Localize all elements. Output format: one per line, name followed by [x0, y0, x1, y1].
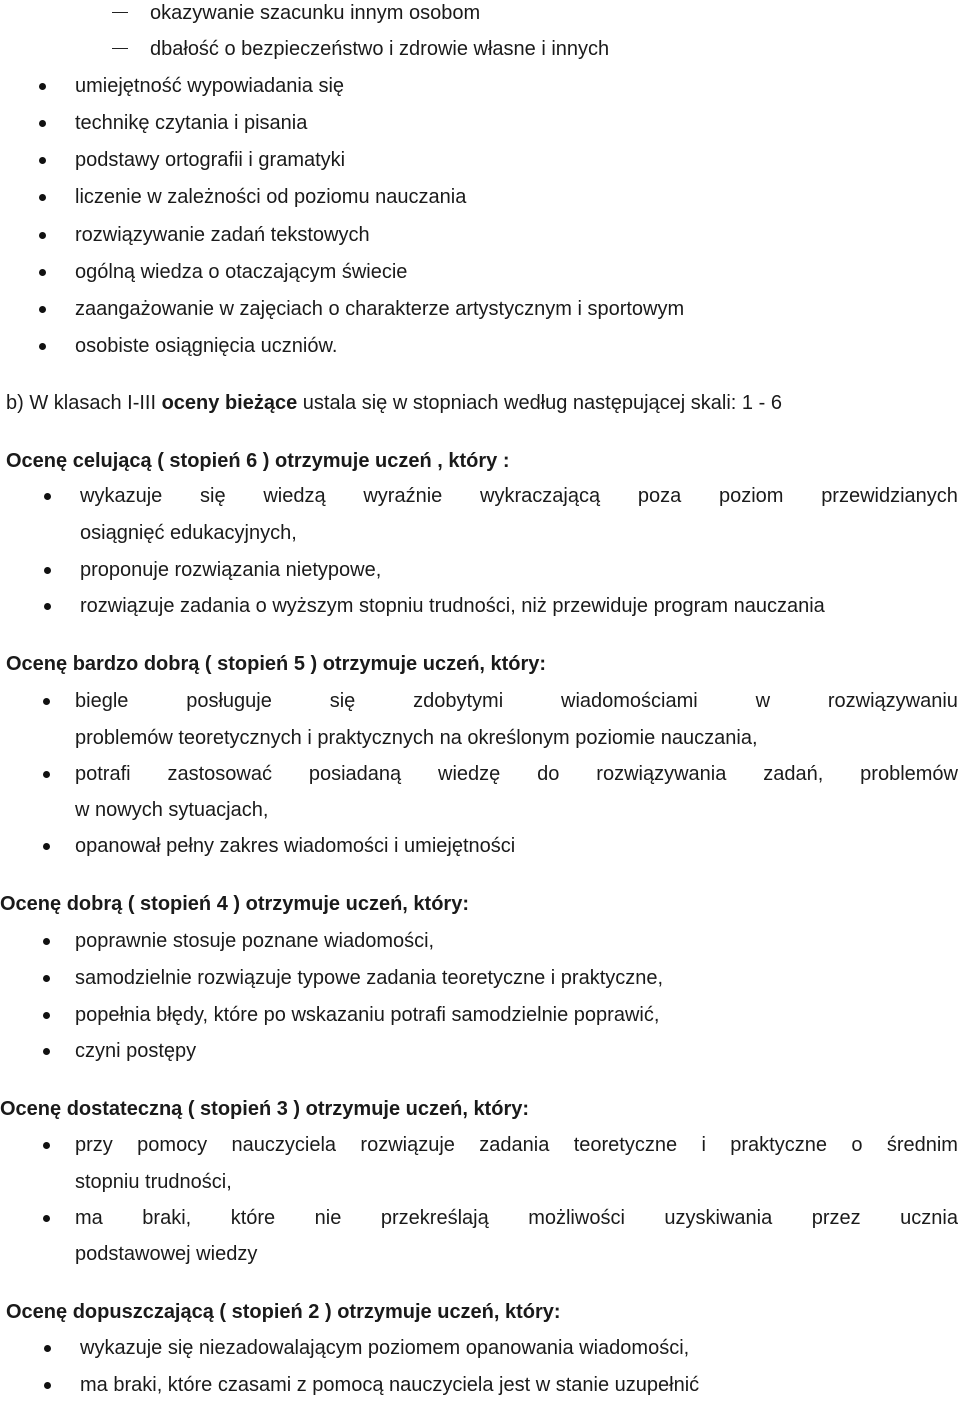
word: ucznia — [900, 1207, 958, 1229]
list-item-text — [80, 480, 958, 512]
grade-criterion-line — [0, 962, 960, 994]
bullet-icon — [39, 194, 46, 201]
grade-criterion-line — [0, 1166, 960, 1198]
grade-criterion-line — [0, 554, 960, 586]
word: się — [329, 690, 356, 712]
bullet-icon — [39, 343, 46, 350]
list-item-text — [75, 1202, 958, 1234]
word: problemów — [860, 763, 958, 785]
grade-criterion-line — [0, 1035, 960, 1067]
list-item-text: problemów teoretycznych i praktycznych na określonym poziomie nauczania, — [75, 727, 758, 749]
grade-criterion-line — [0, 999, 960, 1031]
bullet-list-item — [0, 144, 960, 176]
intro-suffix: ustala się w stopniach według następującej skali: 1 - 6 — [297, 392, 782, 414]
list-item-text: stopniu trudności, — [75, 1171, 232, 1193]
section-heading: Ocenę dostateczną ( stopień 3 ) otrzymuje uczeń, który: — [0, 1098, 530, 1120]
list-item-text: osobiste osiągnięcia uczniów. — [75, 335, 338, 357]
section-heading: Ocenę dopuszczającą ( stopień 2 ) otrzymuje uczeń, który: — [6, 1301, 561, 1323]
grade-heading — [0, 1296, 960, 1328]
grade-criterion-line — [0, 925, 960, 957]
list-item-text — [75, 685, 958, 717]
word: przez — [811, 1207, 861, 1229]
bullet-icon — [44, 1345, 51, 1352]
word: teoretyczne — [573, 1134, 678, 1156]
list-item-text: technikę czytania i pisania — [75, 112, 308, 134]
bullet-icon — [43, 698, 50, 705]
intro-paragraph — [6, 387, 782, 419]
list-item-text: czyni postępy — [75, 1040, 197, 1062]
grade-criterion-line — [0, 758, 960, 790]
grade-criterion-line — [0, 722, 960, 754]
bullet-icon — [39, 157, 46, 164]
bullet-icon — [44, 493, 51, 500]
grade-criterion-line — [0, 830, 960, 862]
word: poza — [637, 485, 682, 507]
bullet-list-item — [0, 70, 960, 102]
bullet-icon — [39, 83, 46, 90]
word: nauczyciela — [231, 1134, 337, 1156]
list-item-text — [75, 758, 958, 790]
list-item-text: dbałość o bezpieczeństwo i zdrowie własne i innych — [150, 38, 610, 60]
list-item-text: podstawowej wiedzy — [75, 1243, 258, 1265]
bullet-icon — [39, 232, 46, 239]
word: poziom — [718, 485, 784, 507]
bullet-icon — [43, 975, 50, 982]
bullet-icon — [44, 567, 51, 574]
grading-scale-intro — [0, 387, 960, 419]
list-item-text: poprawnie stosuje poznane wiadomości, — [75, 930, 435, 952]
section-heading: Ocenę dobrą ( stopień 4 ) otrzymuje uczeń, który: — [0, 893, 469, 915]
word: braki, — [142, 1207, 192, 1229]
word: możliwości — [528, 1207, 625, 1229]
grade-criterion-line — [0, 685, 960, 717]
bullet-list-item — [0, 293, 960, 325]
word: przy — [75, 1134, 113, 1156]
bullet-icon — [43, 1012, 50, 1019]
list-item-text: samodzielnie rozwiązuje typowe zadania teoretyczne i praktyczne, — [75, 967, 664, 989]
word: praktyczne — [730, 1134, 827, 1156]
word: potrafi — [75, 763, 131, 785]
grade-criterion-line — [0, 1202, 960, 1234]
grade-criterion-line — [0, 1238, 960, 1270]
dash-list-item — [0, 33, 960, 65]
dash-list-item — [0, 0, 960, 29]
word: wiedzę — [438, 763, 501, 785]
list-item-text: umiejętność wypowiadania się — [75, 75, 345, 97]
word: pomocy — [137, 1134, 208, 1156]
word: uzyskiwania — [664, 1207, 773, 1229]
word: wyraźnie — [363, 485, 443, 507]
word: przewidzianych — [821, 485, 958, 507]
list-item-text: osiągnięć edukacyjnych, — [80, 522, 297, 544]
bullet-icon — [43, 1142, 50, 1149]
intro-bold: oceny bieżące — [161, 392, 298, 414]
section-heading: Ocenę celującą ( stopień 6 ) otrzymuje uczeń , który : — [6, 450, 510, 472]
word: wykraczającą — [480, 485, 601, 507]
list-item-text: rozwiązywanie zadań tekstowych — [75, 224, 370, 246]
grade-heading — [0, 888, 960, 920]
word: się — [200, 485, 226, 507]
list-item-text — [75, 1129, 958, 1161]
word: biegle — [75, 690, 129, 712]
word: do — [537, 763, 560, 785]
list-item-text: okazywanie szacunku innym osobom — [150, 2, 481, 24]
word: i — [701, 1134, 706, 1156]
word: zdobytymi — [413, 690, 504, 712]
grade-criterion-line — [0, 590, 960, 622]
list-item-text: w nowych sytuacjach, — [75, 799, 269, 821]
bullet-icon — [44, 1382, 51, 1389]
intro-prefix: b) W klasach I-III — [6, 392, 162, 414]
list-item-text: popełnia błędy, które po wskazaniu potrafi samodzielnie poprawić, — [75, 1004, 660, 1026]
grade-heading — [0, 648, 960, 680]
word: posługuje — [186, 690, 272, 712]
bullet-list-item — [0, 256, 960, 288]
bullet-icon — [43, 771, 50, 778]
word: posiadaną — [308, 763, 402, 785]
grade-heading — [0, 1093, 960, 1125]
list-item-text: ma braki, które czasami z pomocą nauczyciela jest w stanie uzupełnić — [80, 1374, 700, 1396]
bullet-icon — [43, 1048, 50, 1055]
grade-criterion-line — [0, 1369, 960, 1401]
word: wykazuje — [80, 485, 163, 507]
grade-criterion-line — [0, 794, 960, 826]
list-item-text: podstawy ortografii i gramatyki — [75, 149, 346, 171]
bullet-icon — [39, 269, 46, 276]
list-item-text: proponuje rozwiązania nietypowe, — [80, 559, 382, 581]
grade-criterion-line — [0, 1129, 960, 1161]
word: które — [230, 1207, 276, 1229]
list-item-text: zaangażowanie w zajęciach o charakterze artystycznym i sportowym — [75, 298, 685, 320]
word: rozwiązuje — [360, 1134, 455, 1156]
word: przekreślają — [380, 1207, 489, 1229]
dash-icon — [112, 12, 128, 13]
word: wiadomościami — [561, 690, 698, 712]
grade-criterion-line — [0, 480, 960, 512]
word: ma — [75, 1207, 103, 1229]
dash-icon — [112, 48, 128, 49]
word: średnim — [886, 1134, 958, 1156]
word: rozwiązywania — [596, 763, 727, 785]
list-item-text: rozwiązuje zadania o wyższym stopniu trudności, niż przewiduje program nauczania — [80, 595, 825, 617]
bullet-icon — [43, 938, 50, 945]
word: zadania — [479, 1134, 550, 1156]
bullet-list-item — [0, 219, 960, 251]
word: nie — [314, 1207, 342, 1229]
grade-criterion-line — [0, 517, 960, 549]
word: zadań, — [763, 763, 824, 785]
bullet-list-item — [0, 181, 960, 213]
word: w — [755, 690, 771, 712]
bullet-icon — [44, 603, 51, 610]
word: rozwiązywaniu — [827, 690, 958, 712]
grade-criterion-line — [0, 1332, 960, 1364]
list-item-text: liczenie w zależności od poziomu nauczania — [75, 186, 467, 208]
list-item-text: opanował pełny zakres wiadomości i umiejętności — [75, 835, 516, 857]
word: wiedzą — [263, 485, 326, 507]
bullet-icon — [39, 306, 46, 313]
word: o — [851, 1134, 863, 1156]
bullet-list-item — [0, 330, 960, 362]
word: zastosować — [167, 763, 272, 785]
bullet-icon — [43, 1215, 50, 1222]
section-heading: Ocenę bardzo dobrą ( stopień 5 ) otrzymuje uczeń, który: — [6, 653, 547, 675]
grade-heading — [0, 445, 960, 477]
list-item-text: wykazuje się niezadowalającym poziomem opanowania wiadomości, — [80, 1337, 690, 1359]
list-item-text: ogólną wiedza o otaczającym świecie — [75, 261, 408, 283]
bullet-icon — [39, 120, 46, 127]
bullet-list-item — [0, 107, 960, 139]
bullet-icon — [43, 843, 50, 850]
